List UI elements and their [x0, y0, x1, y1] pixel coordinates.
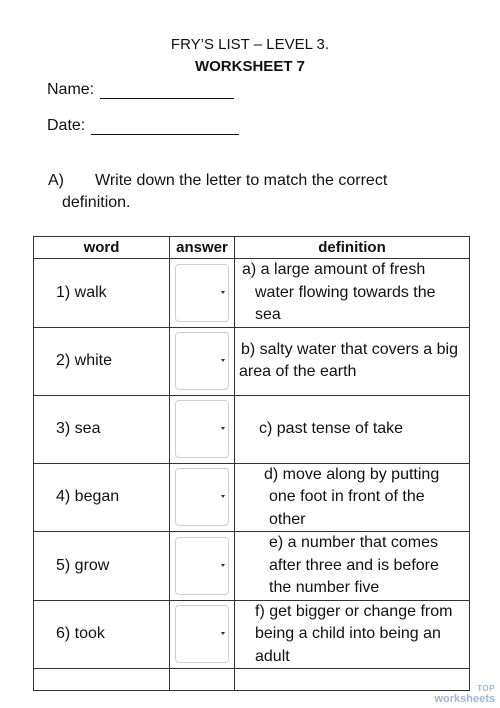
definition-cell: e) a number that comes after three and is before the number five	[235, 532, 470, 601]
logo-line-2: worksheets	[434, 693, 495, 705]
header-answer: answer	[170, 237, 235, 259]
answer-dropdown[interactable]	[175, 264, 229, 322]
word-cell: 1) walk	[34, 259, 170, 328]
dropdown-caret-icon	[221, 564, 225, 567]
definition-cell: a) a large amount of fresh water flowing towards the sea	[235, 259, 470, 328]
dropdown-caret-icon	[221, 427, 225, 430]
word-cell: 2) white	[34, 327, 170, 395]
header-word: word	[34, 237, 170, 259]
definition-cell: f) get bigger or change from being a child into being an adult	[235, 600, 470, 669]
table-row	[34, 600, 470, 669]
answer-cell	[170, 395, 235, 463]
name-line	[100, 82, 234, 99]
table-row	[34, 327, 470, 395]
dropdown-caret-icon	[221, 359, 225, 362]
answer-cell	[170, 327, 235, 395]
answer-dropdown[interactable]	[175, 332, 229, 390]
date-field	[47, 117, 239, 135]
worksheet-title: FRY’S LIST – LEVEL 3.	[170, 36, 330, 53]
word-cell: 5) grow	[34, 532, 170, 601]
brand-logo	[434, 684, 495, 704]
table-row	[34, 259, 470, 328]
answer-dropdown[interactable]	[175, 605, 229, 663]
answer-cell	[170, 463, 235, 532]
word-cell: 6) took	[34, 600, 170, 669]
answer-dropdown[interactable]	[175, 400, 229, 458]
instruction-letter: A)	[48, 172, 64, 189]
answer-cell	[170, 600, 235, 669]
name-label: Name:	[47, 81, 95, 98]
matching-table	[33, 236, 470, 691]
dropdown-caret-icon	[221, 632, 225, 635]
empty-cell	[170, 669, 235, 691]
instruction-line-2: definition.	[62, 194, 131, 211]
instruction	[48, 170, 468, 214]
word-cell: 3) sea	[34, 395, 170, 463]
definition-cell: d) move along by putting one foot in front of the other	[235, 463, 470, 532]
empty-cell	[34, 669, 170, 691]
date-label: Date:	[47, 117, 86, 134]
table-row	[34, 463, 470, 532]
instruction-line-1: Write down the letter to match the correct	[95, 172, 388, 189]
date-line	[91, 118, 239, 135]
table-row	[34, 532, 470, 601]
word-cell: 4) began	[34, 463, 170, 532]
answer-dropdown[interactable]	[175, 537, 229, 595]
dropdown-caret-icon	[221, 291, 225, 294]
table-row	[34, 395, 470, 463]
definition-cell: b) salty water that covers a big area of the earth	[235, 327, 470, 395]
dropdown-caret-icon	[221, 495, 225, 498]
logo-line-1: TOP	[477, 684, 495, 693]
definition-cell: c) past tense of take	[235, 395, 470, 463]
table-header-row	[34, 237, 470, 259]
answer-cell	[170, 259, 235, 328]
table-empty-row	[34, 669, 470, 691]
answer-dropdown[interactable]	[175, 468, 229, 526]
header-definition: definition	[235, 237, 470, 259]
worksheet-subtitle: WORKSHEET 7	[194, 58, 305, 75]
name-field	[47, 81, 234, 99]
answer-cell	[170, 532, 235, 601]
